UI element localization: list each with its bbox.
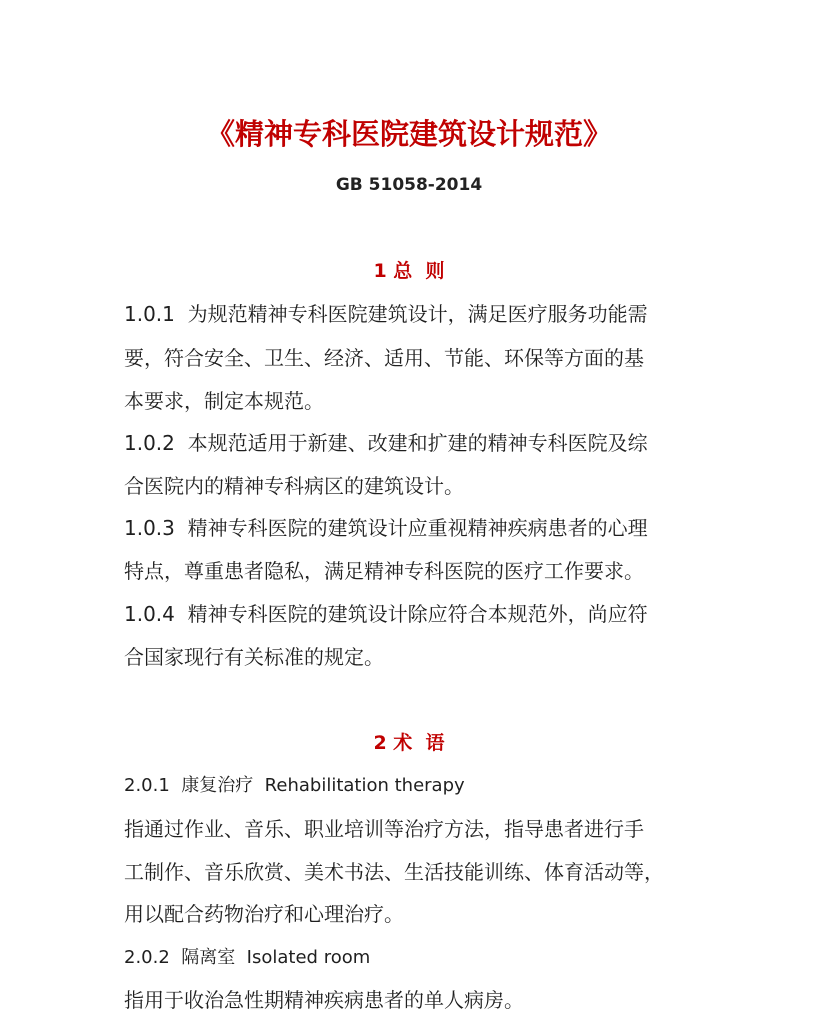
definition-line: 用以配合药物治疗和心理治疗。 xyxy=(124,902,404,926)
document-title: 《精神专科医院建筑设计规范》 xyxy=(205,117,612,151)
clause-line: 本要求，制定本规范。 xyxy=(124,389,324,413)
definition-line: 工制作、音乐欣赏、美术书法、生活技能训练、体育活动等， xyxy=(124,860,664,884)
clause-line: 特点，尊重患者隐私，满足精神专科医院的医疗工作要求。 xyxy=(124,559,644,583)
clause-line: 要，符合安全、卫生、经济、适用、节能、环保等方面的基 xyxy=(124,346,644,370)
clause-line: 1.0.1 为规范精神专科医院建筑设计，满足医疗服务功能需 xyxy=(124,302,648,326)
definition-line: 指用于收治急性期精神疾病患者的单人病房。 xyxy=(124,988,524,1012)
definition-line: 指通过作业、音乐、职业培训等治疗方法，指导患者进行手 xyxy=(124,817,644,841)
standard-code: GB 51058-2014 xyxy=(335,175,483,195)
term-line: 2.0.1 康复治疗 Rehabilitation therapy xyxy=(124,775,465,796)
clause-line: 1.0.4 精神专科医院的建筑设计除应符合本规范外，尚应符 xyxy=(124,602,648,626)
clause-line: 合医院内的精神专科病区的建筑设计。 xyxy=(124,474,464,498)
term-line: 2.0.2 隔离室 Isolated room xyxy=(124,947,371,968)
section-heading-general: 1 总 则 xyxy=(373,260,445,282)
section-heading-terms: 2 术 语 xyxy=(373,732,445,754)
clause-line: 1.0.3 精神专科医院的建筑设计应重视精神疾病患者的心理 xyxy=(124,516,648,540)
clause-line: 合国家现行有关标准的规定。 xyxy=(124,645,384,669)
clause-line: 1.0.2 本规范适用于新建、改建和扩建的精神专科医院及综 xyxy=(124,431,648,455)
